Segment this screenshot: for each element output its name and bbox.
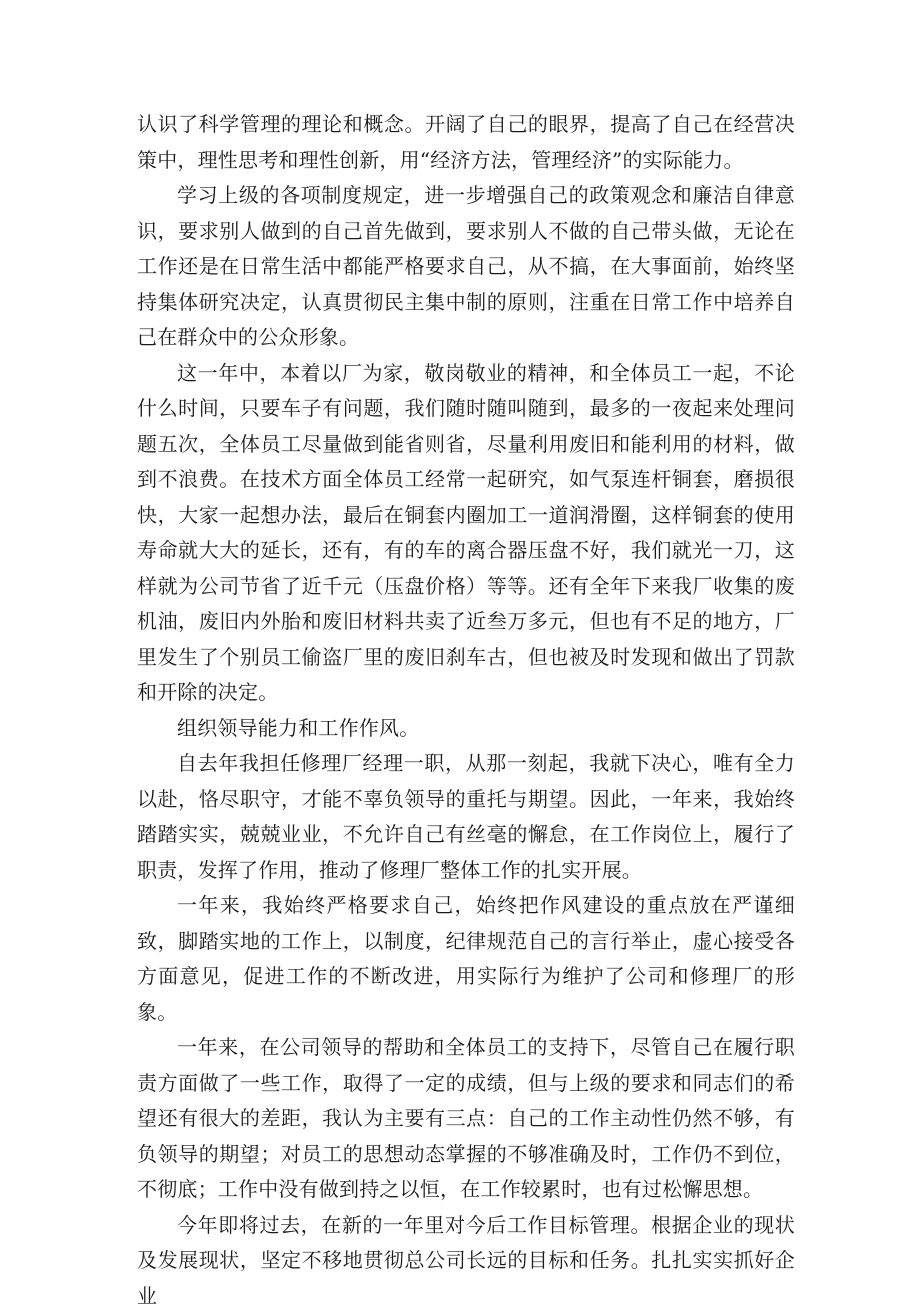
paragraph-7: 一年来，在公司领导的帮助和全体员工的支持下，尽管自己在履行职责方面做了一些工作，取得了一定的成绩，但与上级的要求和同志们的希望还有很大的差距，我认为主要有三点：自己的工作主动性仍然不够，有负领导的期望；对员工的思想动态掌握的不够准确及时，工作仍不到位，不彻底；工作中没有做到持之以恒，在工作较累时，也有过松懈思想。 (137, 1030, 795, 1208)
paragraph-6: 一年来，我始终严格要求自己，始终把作风建设的重点放在严谨细致，脚踏实地的工作上，以制度，纪律规范自己的言行举止，虚心接受各方面意见，促进工作的不断改进，用实际行为维护了公司和修理厂的形象。 (137, 888, 795, 1030)
paragraph-8: 今年即将过去，在新的一年里对今后工作目标管理。根据企业的现状及发展现状，坚定不移地贯彻总公司长远的目标和任务。扎扎实实抓好企业 (137, 1208, 795, 1314)
paragraph-5: 自去年我担任修理厂经理一职，从那一刻起，我就下决心，唯有全力以赴，恪尽职守，才能不辜负领导的重托与期望。因此，一年来，我始终踏踏实实，兢兢业业，不允许自己有丝毫的懈怠，在工作岗位上，履行了职责，发挥了作用，推动了修理厂整体工作的扎实开展。 (137, 746, 795, 888)
paragraph-1: 认识了科学管理的理论和概念。开阔了自己的眼界，提高了自己在经营决策中，理性思考和理性创新，用“经济方法，管理经济”的实际能力。 (137, 107, 795, 178)
paragraph-2: 学习上级的各项制度规定，进一步增强自己的政策观念和廉洁自律意识，要求别人做到的自己首先做到，要求别人不做的自己带头做，无论在工作还是在日常生活中都能严格要求自己，从不搞，在大事面前，始终坚持集体研究决定，认真贯彻民主集中制的原则，注重在日常工作中培养自己在群众中的公众形象。 (137, 178, 795, 356)
document-body (137, 107, 795, 1314)
section-heading-leadership: 组织领导能力和工作作风。 (137, 711, 795, 747)
paragraph-3: 这一年中，本着以厂为家，敬岗敬业的精神，和全体员工一起，不论什么时间，只要车子有问题，我们随时随叫随到，最多的一夜起来处理问题五次，全体员工尽量做到能省则省，尽量利用废旧和能利用的材料，做到不浪费。在技术方面全体员工经常一起研究，如气泵连杆铜套，磨损很快，大家一起想办法，最后在铜套内圈加工一道润滑圈，这样铜套的使用寿命就大大的延长，还有，有的车的离合器压盘不好，我们就光一刀，这样就为公司节省了近千元（压盘价格）等等。还有全年下来我厂收集的废机油，废旧内外胎和废旧材料共卖了近叁万多元，但也有不足的地方，厂里发生了个别员工偷盗厂里的废旧刹车古，但也被及时发现和做出了罚款和开除的决定。 (137, 356, 795, 711)
